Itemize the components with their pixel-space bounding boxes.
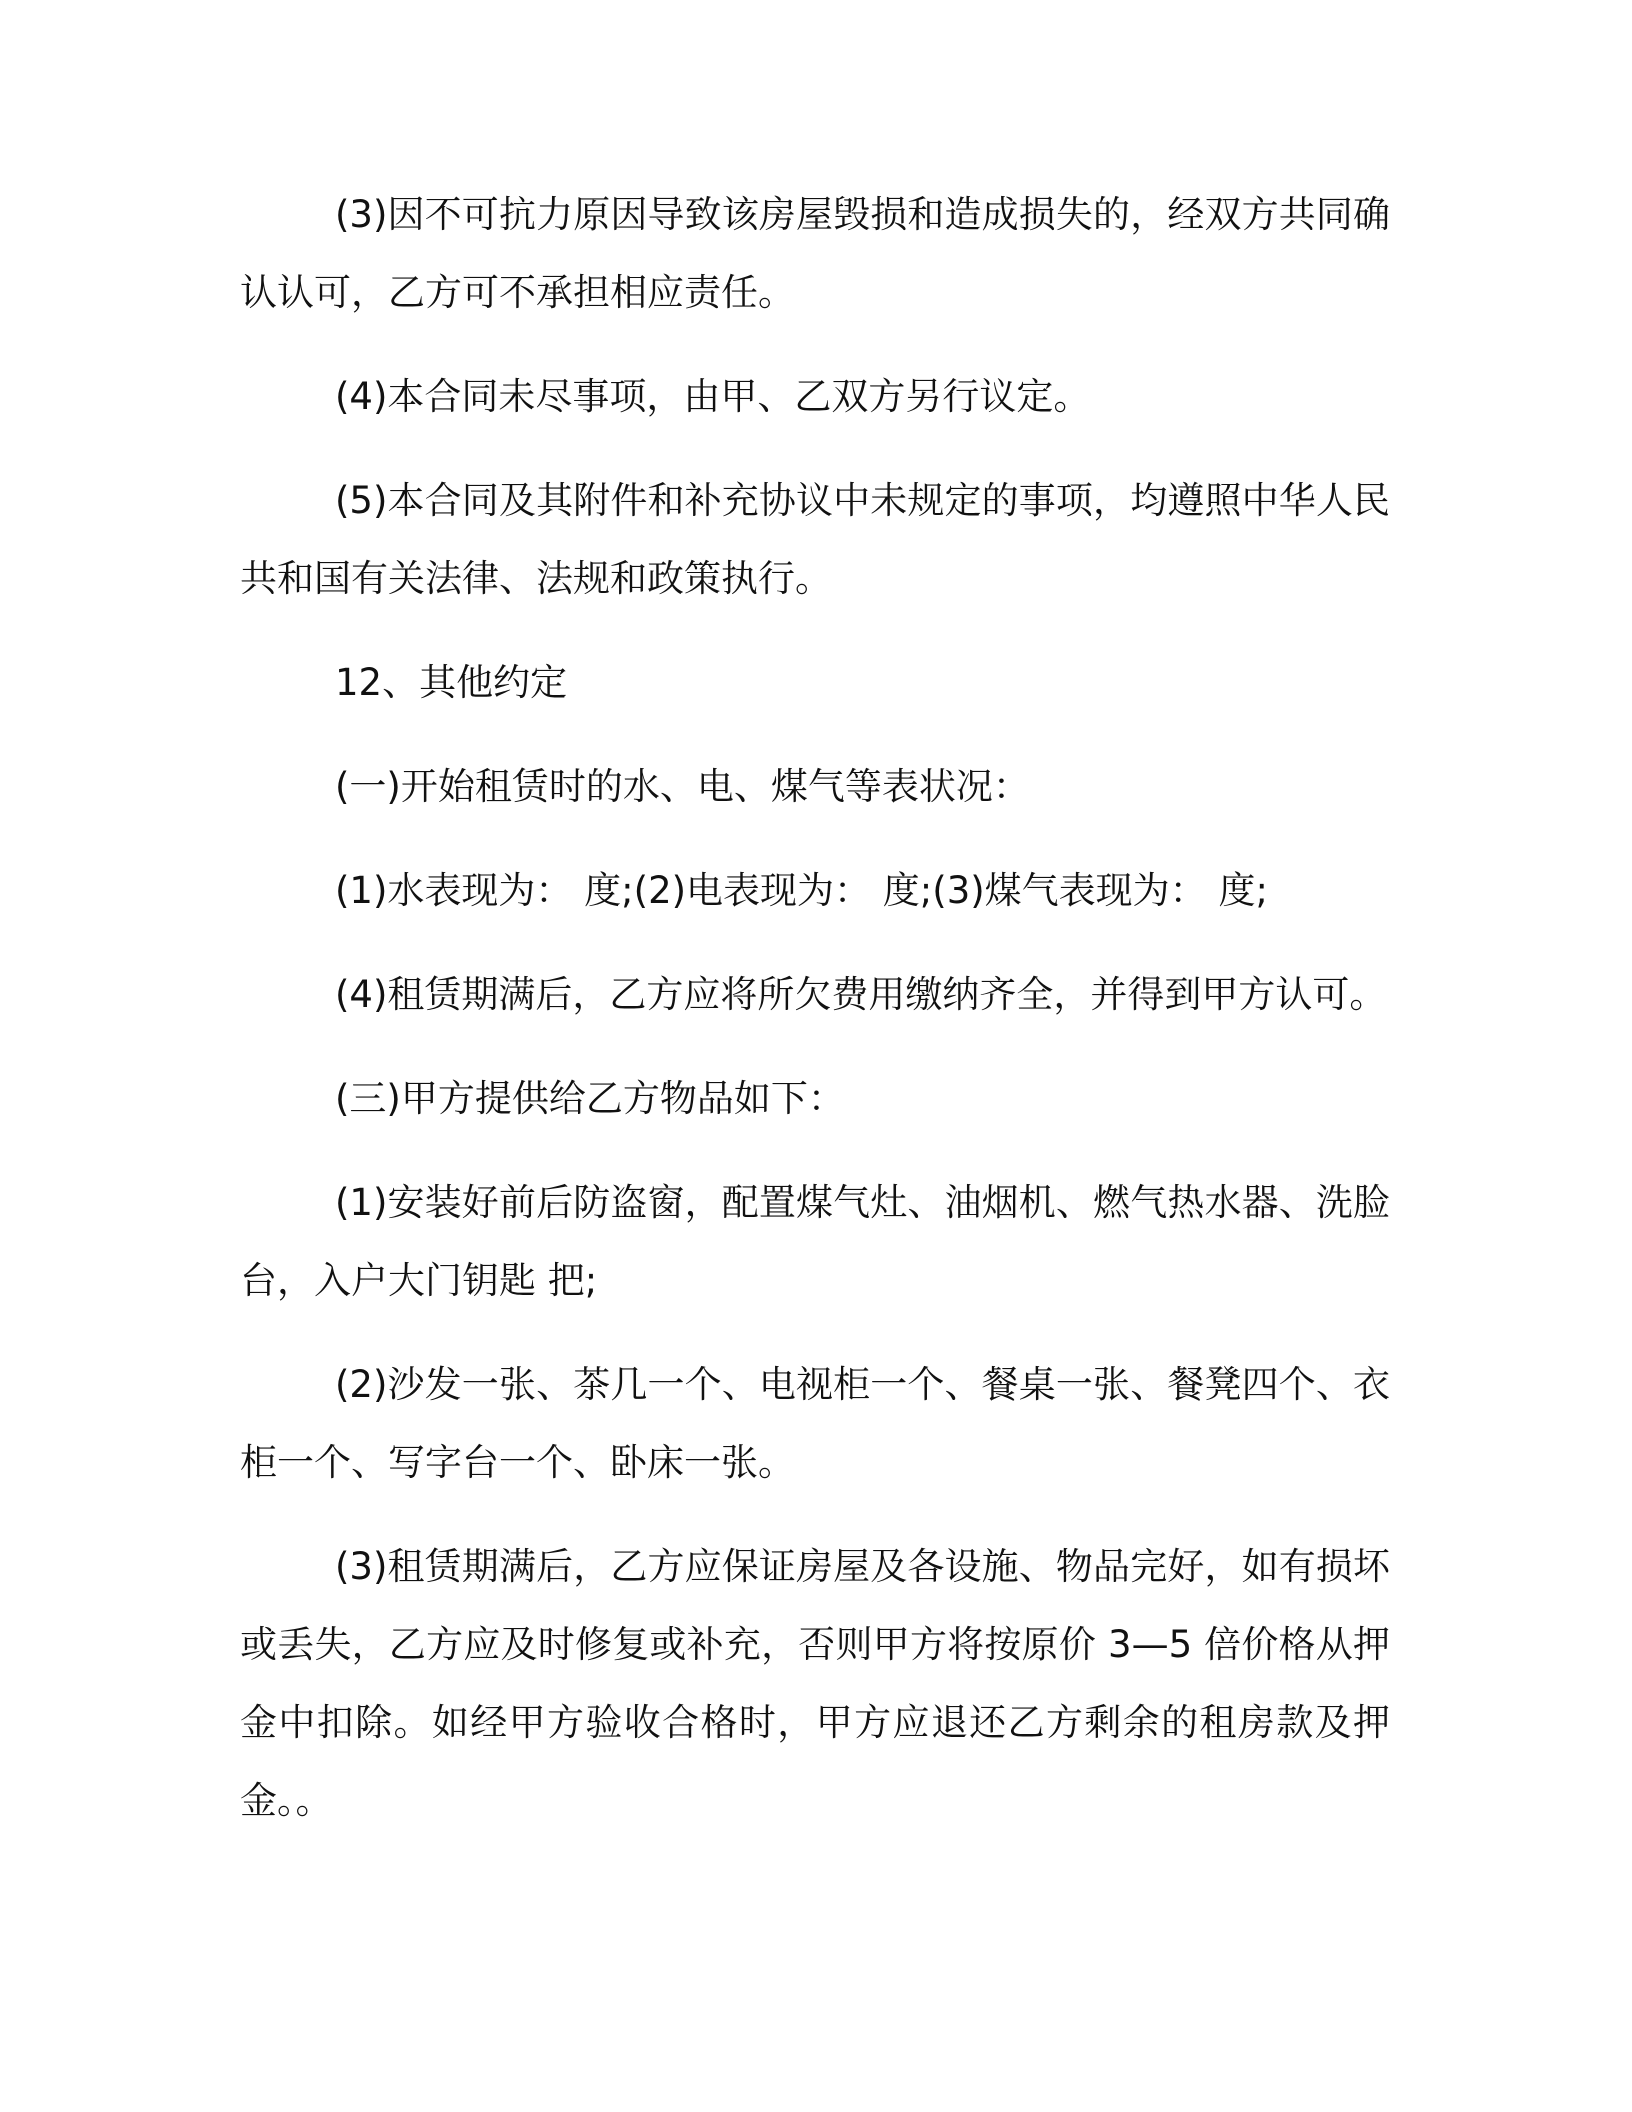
paragraph-fee-settlement: (4)租赁期满后，乙方应将所欠费用缴纳齐全，并得到甲方认可。	[335, 973, 1387, 1016]
document-body	[240, 176, 1390, 1866]
paragraph-deposit-return: (3)租赁期满后，乙方应保证房屋及各设施、物品完好，如有损坏或丢失，乙方应及时修复或补充，否则甲方将按原价 3—5 倍价格从押金中扣除。如经甲方验收合格时，甲方应退还乙方剩余的租房款及押金。。	[240, 1545, 1390, 1822]
section-heading-other-agreements: 12、其他约定	[335, 661, 568, 704]
paragraph-meter-status: (一)开始租赁时的水、电、煤气等表状况：	[335, 765, 1030, 808]
paragraph-fixtures: (1)安装好前后防盗窗，配置煤气灶、油烟机、燃气热水器、洗脸台，入户大门钥匙 把;	[240, 1181, 1390, 1302]
paragraph-furniture: (2)沙发一张、茶几一个、电视柜一个、餐桌一张、餐凳四个、衣柜一个、写字台一个、卧床一张。	[240, 1363, 1390, 1484]
paragraph-meter-readings: (1)水表现为： 度;(2)电表现为： 度;(3)煤气表现为： 度;	[335, 869, 1268, 912]
paragraph-items-provided: (三)甲方提供给乙方物品如下：	[335, 1077, 845, 1120]
paragraph-force-majeure: (3)因不可抗力原因导致该房屋毁损和造成损失的，经双方共同确认认可，乙方可不承担相应责任。	[240, 193, 1390, 314]
paragraph-applicable-law: (5)本合同及其附件和补充协议中未规定的事项，均遵照中华人民共和国有关法律、法规和政策执行。	[240, 479, 1390, 600]
paragraph-unresolved-matters: (4)本合同未尽事项，由甲、乙双方另行议定。	[335, 375, 1091, 418]
